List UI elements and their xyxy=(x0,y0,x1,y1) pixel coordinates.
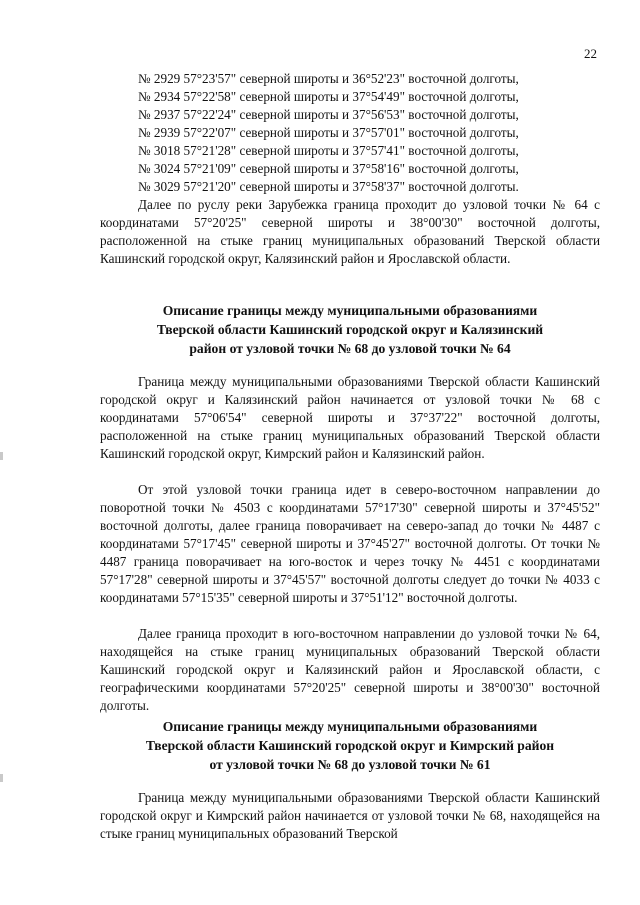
paragraph-river-boundary: Далее по руслу реки Зарубежка граница проходит до узловой точки № 64 с координатами 57°20'25" северной широты и 38°00'30" восточной долготы, расположенной на стыке границ муниципальных образований Тверской области Кашинский городской округ, Калязинский район и Ярославской области. xyxy=(100,197,600,266)
coordinate-line: № 3029 57°21'20" северной широты и 37°58'37" восточной долготы. xyxy=(138,179,519,194)
section-heading-kalyazin xyxy=(100,301,600,358)
heading-line: от узловой точки № 68 до узловой точки № 61 xyxy=(209,757,491,772)
coordinate-line: № 3018 57°21'28" северной широты и 37°57'41" восточной долготы, xyxy=(138,143,519,158)
coordinate-line: № 2929 57°23'57" северной широты и 36°52'23" восточной долготы, xyxy=(138,71,519,86)
heading-line: район от узловой точки № 68 до узловой точки № 64 xyxy=(189,341,511,356)
coordinate-line: № 3024 57°21'09" северной широты и 37°58'16" восточной долготы, xyxy=(138,161,519,176)
heading-line: Описание границы между муниципальными образованиями xyxy=(162,719,538,734)
coordinate-line: № 2939 57°22'07" северной широты и 37°57'01" восточной долготы, xyxy=(138,125,519,140)
paragraph-kimry-start: Граница между муниципальными образованиями Тверской области Кашинский городской округ и Кимрский район начинается от узловой точки № 68, находящейся на стыке границ муниципальных образований Тверской xyxy=(100,790,600,841)
coordinate-line: № 2934 57°22'58" северной широты и 37°54'49" восточной долготы, xyxy=(138,89,519,104)
heading-line: Тверской области Кашинский городской округ и Калязинский xyxy=(156,322,544,337)
paragraph-boundary-start: Граница между муниципальными образованиями Тверской области Кашинский городской округ и Калязинский район начинается от узловой точки № 68 с координатами 57°06'54" северной широты и 37°37'22" восточной долготы, расположенной на стыке границ муниципальных образований Тверской области Кашинский городской округ, Кимрский район и Калязинский район. xyxy=(100,374,600,461)
heading-line: Описание границы между муниципальными образованиями xyxy=(162,303,538,318)
page-number: 22 xyxy=(584,46,597,61)
scan-edge-mark xyxy=(0,774,3,782)
heading-line: Тверской области Кашинский городской округ и Кимрский район xyxy=(145,738,555,753)
coordinate-line: № 2937 57°22'24" северной широты и 37°56'53" восточной долготы, xyxy=(138,107,519,122)
paragraph-boundary-end: Далее граница проходит в юго-восточном направлении до узловой точки № 64, находящейся на стыке границ муниципальных образований Тверской области Кашинский городской округ и Калязинский район и Ярославской области, с географическими координатами 57°20'25" северной широты и 38°00'30" восточной долготы. xyxy=(100,626,600,713)
section-heading-kimry xyxy=(100,717,600,774)
scan-edge-mark xyxy=(0,452,3,460)
paragraph-boundary-course: От этой узловой точки граница идет в северо-восточном направлении до поворотной точки № 4503 с координатами 57°17'30" северной широты и 37°45'52" восточной долготы, далее граница поворачивает на северо-запад до точки № 4487 с координатами 57°17'45" северной широты и 37°45'27" восточной долготы. От точки № 4487 граница поворачивает на юго-восток и через точку № 4451 с координатами 57°17'28" северной широты и 37°45'57" восточной долготы следует до точки № 4033 с координатами 57°15'35" северной широты и 37°51'12" восточной долготы. xyxy=(100,482,600,605)
coordinate-list xyxy=(138,70,578,196)
